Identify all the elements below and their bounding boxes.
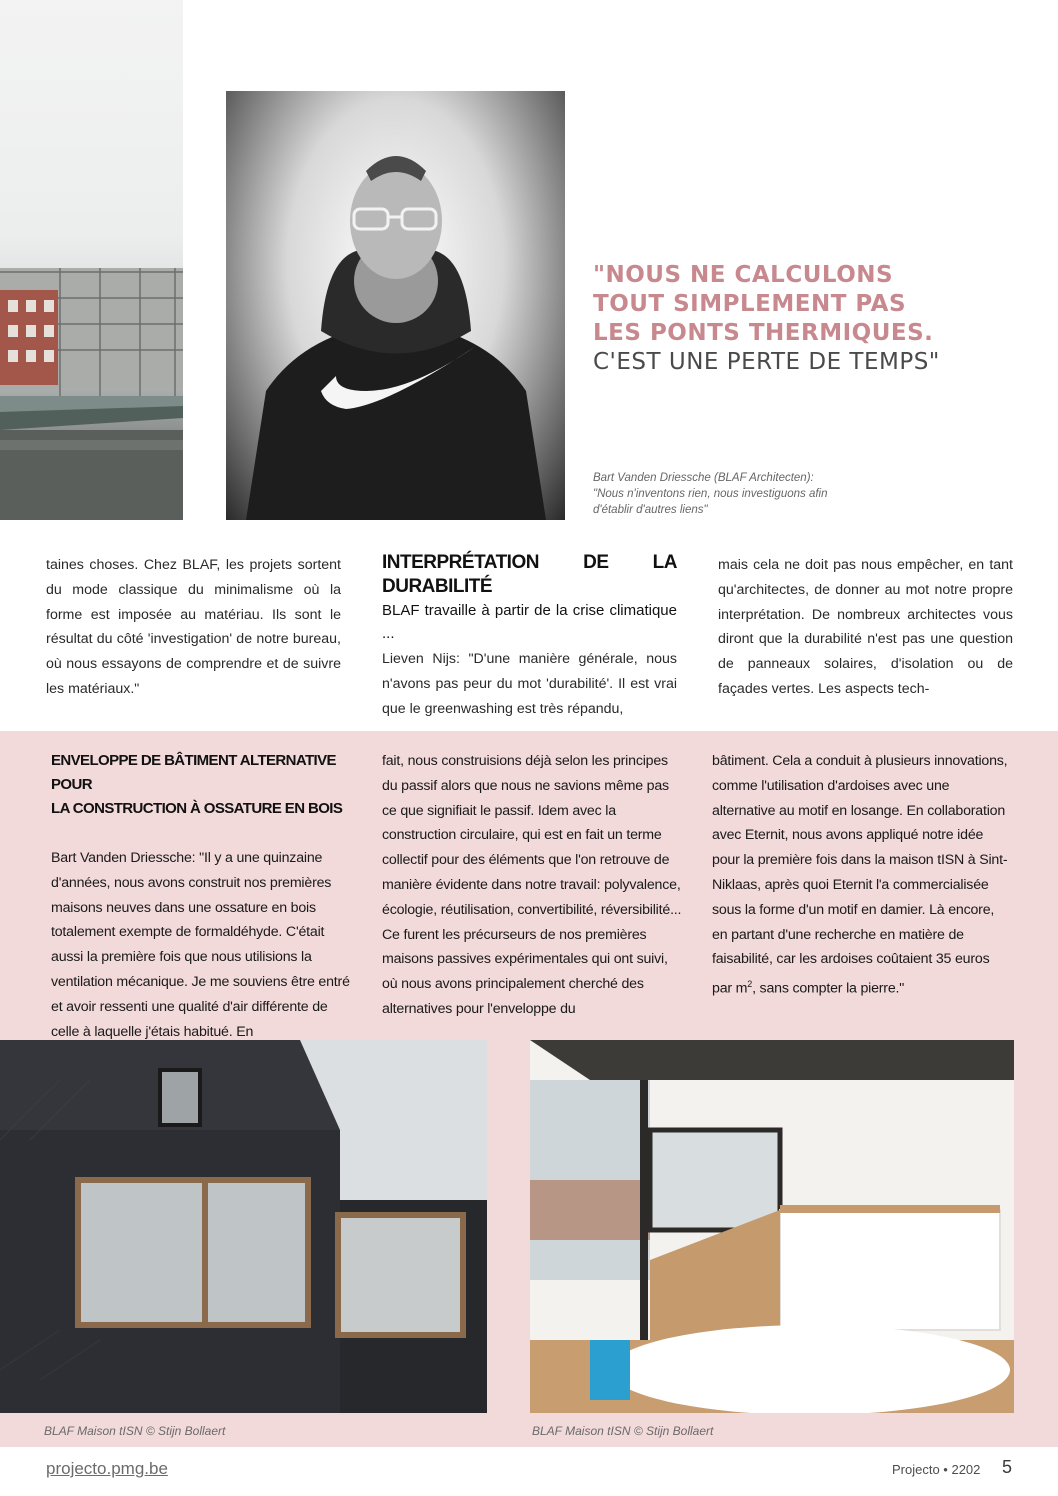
portrait-caption-line-1: Bart Vanden Driessche (BLAF Architecten): [593,472,814,484]
portrait-caption-line-2: "Nous n'inventons rien, nous investiguons afin [593,488,828,500]
superscript-2: 2 [747,979,753,990]
portrait-caption-line-3: d'établir d'autres liens" [593,504,708,516]
house-interior-photo [530,1040,1014,1413]
pink-column-1 [51,749,351,1044]
footer-website-link[interactable]: projecto.pmg.be [46,1459,168,1478]
quote-line-2: TOUT SIMPLEMENT PAS [593,291,907,317]
pink-column-3-body: bâtiment. Cela a conduit à plusieurs innovations, comme l'utilisation d'ardoises avec une alternative au motif en losange. En collaboration avec Eternit, nous avons appliqué notre idée pour la première fois dans la maison tISN à Sint-Niklaas, après quoi Eternit l'a commercialisée sous la forme d'un motif en damier. Là encore, en partant d'une recherche en matière de faisabilité, car les ardoises coûtaient 35 euros par m [712,753,1008,997]
photo-caption-right: BLAF Maison tISN © Stijn Bollaert [532,1424,714,1438]
article-column-2 [382,551,677,721]
section-heading-durability: INTERPRÉTATION DE LA DURABILITÉ [382,552,677,597]
pink-column-1-body: Bart Vanden Driessche: "Il y a une quinzaine d'années, nous avons construit nos premières maisons neuves dans une ossature en bois totalement exempte de formaldéhyde. C'était aussi la première fois que nous utilisions la ventilation mécanique. Je me souviens être entré et avoir ressenti une qualité d'air différente de celle à laquelle j'étais habitué. En [51,850,350,1040]
page-number: 5 [1002,1457,1013,1477]
heading-line-1: ENVELOPPE DE BÂTIMENT ALTERNATIVE POUR [51,752,336,793]
pink-column-2: fait, nous construisions déjà selon les principes du passif alors que nous ne savions même pas ce que signifiait le passif. Idem avec la construction circulaire, qui est en fait un terme collectif pour des éléments que l'on retrouve de manière évidente dans notre travail: polyvalence, écologie, réutilisation, convertibilité, réversibilité... Ce furent les précurseurs de nos premières maisons passives expérimentales qui ont suivi, où nous avons principalement cherché des alternatives pour l'enveloppe du [382,753,682,1017]
house-interior-illustration [530,1040,1014,1413]
article-column-3: mais cela ne doit pas nous empêcher, en tant qu'architectes, de donner au mot notre propre interprétation. De nombreux architectes vous diront que la durabilité n'est pas une question de panneaux solaires, d'isolation ou de façades vertes. Les aspects tech- [718,557,1013,697]
pull-quote [593,261,1033,377]
house-exterior-illustration [0,1040,487,1413]
portrait-illustration [226,91,565,520]
portrait-caption [593,470,853,518]
portrait-photo [226,91,565,520]
section-body: Lieven Nijs: "D'une manière générale, nous n'avons pas peur du mot 'durabilité'. Il est vrai que le greenwashing est très répandu, [382,651,677,717]
quote-line-3: LES PONTS THERMIQUES. [593,320,934,346]
pink-column-3-end: , sans compter la pierre." [752,980,905,997]
section-lead: BLAF travaille à partir de la crise climatique ... [382,602,677,642]
footer-issue: Projecto • 2202 [892,1462,981,1477]
photo-caption-left: BLAF Maison tISN © Stijn Bollaert [44,1424,226,1438]
article-column-1: taines choses. Chez BLAF, les projets sortent du mode classique du minimalisme où la forme est imposée au matériau. Ils sont le résultat du côté 'investigation' de notre bureau, où nous essayons de comprendre et de suivre les matériaux." [46,557,341,697]
heading-line-2: LA CONSTRUCTION À OSSATURE EN BOIS [51,800,343,817]
quote-line-4: C'EST UNE PERTE DE TEMPS" [593,349,940,375]
quote-line-1: "NOUS NE CALCULONS [593,262,894,288]
section-heading-envelope [51,749,351,821]
building-illustration [0,0,183,520]
building-photo-left [0,0,183,520]
pink-column-3 [712,749,1012,1002]
house-exterior-photo [0,1040,487,1413]
